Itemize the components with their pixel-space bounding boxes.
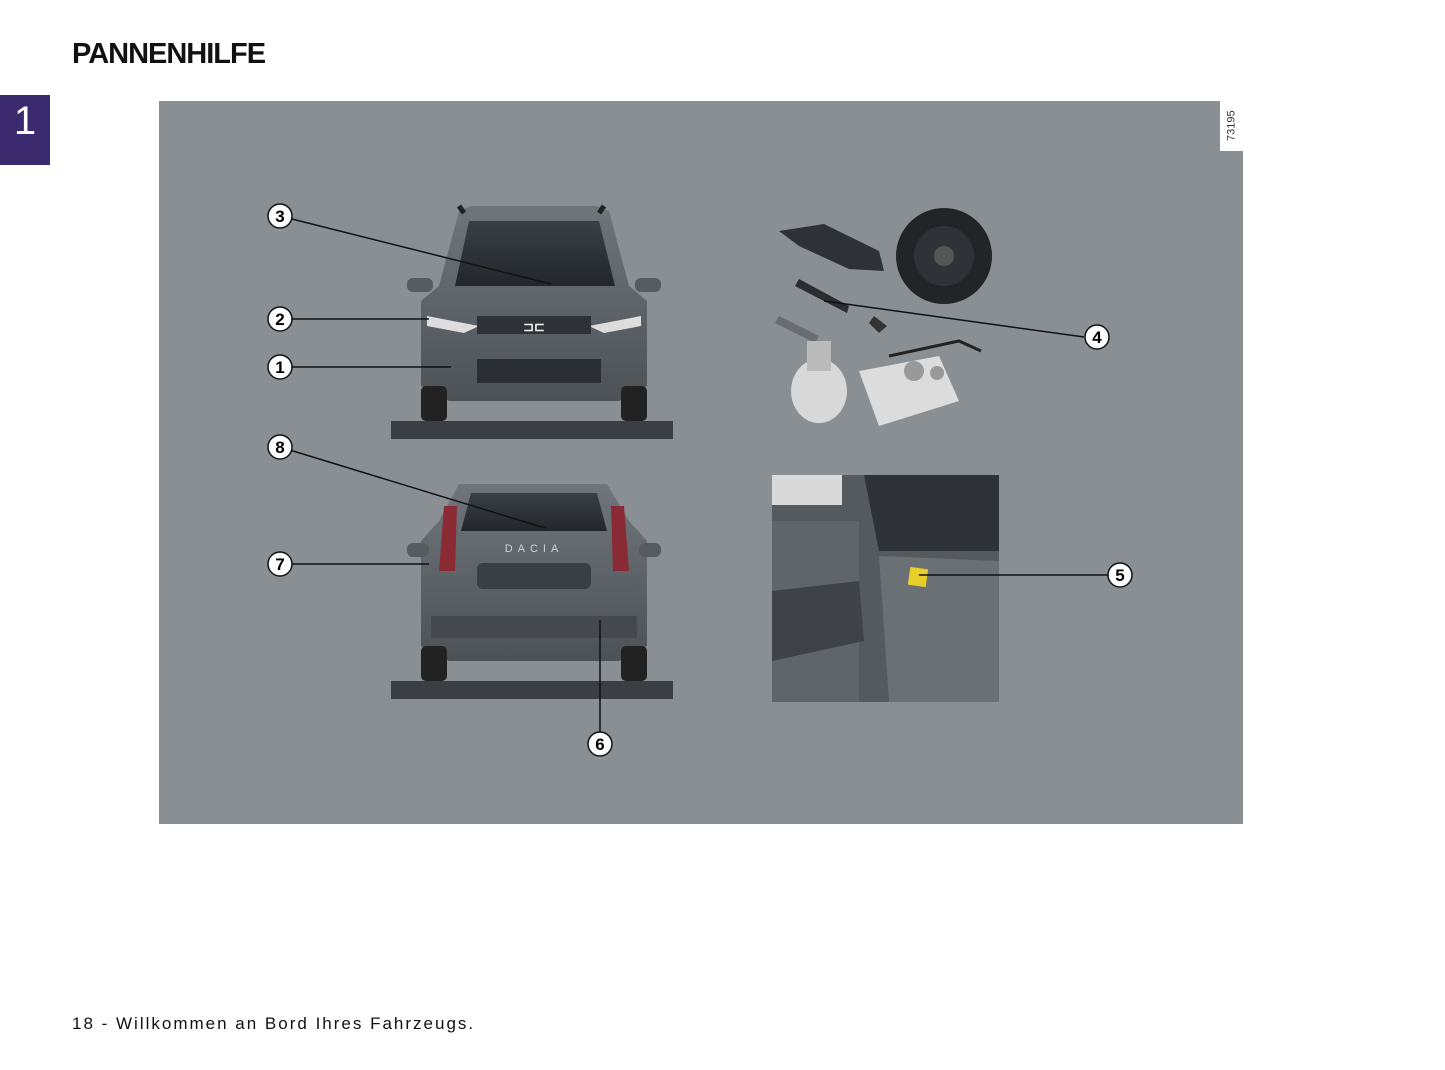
callout-8 <box>268 435 292 459</box>
figure-illustration <box>159 101 1243 824</box>
callout-7-number: 7 <box>275 555 285 574</box>
callout-5-number: 5 <box>1115 566 1125 585</box>
car-rear-view <box>391 484 673 699</box>
callout-6-number: 6 <box>595 735 605 754</box>
callout-6 <box>588 732 612 756</box>
car-front-view <box>391 206 673 439</box>
callout-3 <box>268 204 292 228</box>
callout-1 <box>268 355 292 379</box>
callout-2 <box>268 307 292 331</box>
callout-4 <box>1085 325 1109 349</box>
callout-4-number: 4 <box>1092 328 1102 347</box>
page-footer: 18 - Willkommen an Bord Ihres Fahrzeugs. <box>72 1014 476 1033</box>
callout-markers <box>268 204 1132 756</box>
callout-7 <box>268 552 292 576</box>
chapter-number: 1 <box>13 99 37 143</box>
chapter-tab <box>0 95 50 165</box>
callout-3-number: 3 <box>275 207 285 226</box>
rear-brand-text: DACIA <box>504 543 564 555</box>
svg-text:⊐⊏: ⊐⊏ <box>523 319 545 334</box>
callout-2-number: 2 <box>275 310 285 329</box>
page-title: PANNENHILFE <box>72 38 266 70</box>
callout-8-number: 8 <box>275 438 285 457</box>
tool-kit <box>775 208 992 426</box>
breakdown-assistance-figure <box>159 101 1243 824</box>
label-sticker <box>908 567 928 587</box>
interior-inset-photo <box>772 475 999 702</box>
callout-1-number: 1 <box>275 358 285 377</box>
callout-5 <box>1108 563 1132 587</box>
figure-reference-number: 73195 <box>1220 101 1243 151</box>
